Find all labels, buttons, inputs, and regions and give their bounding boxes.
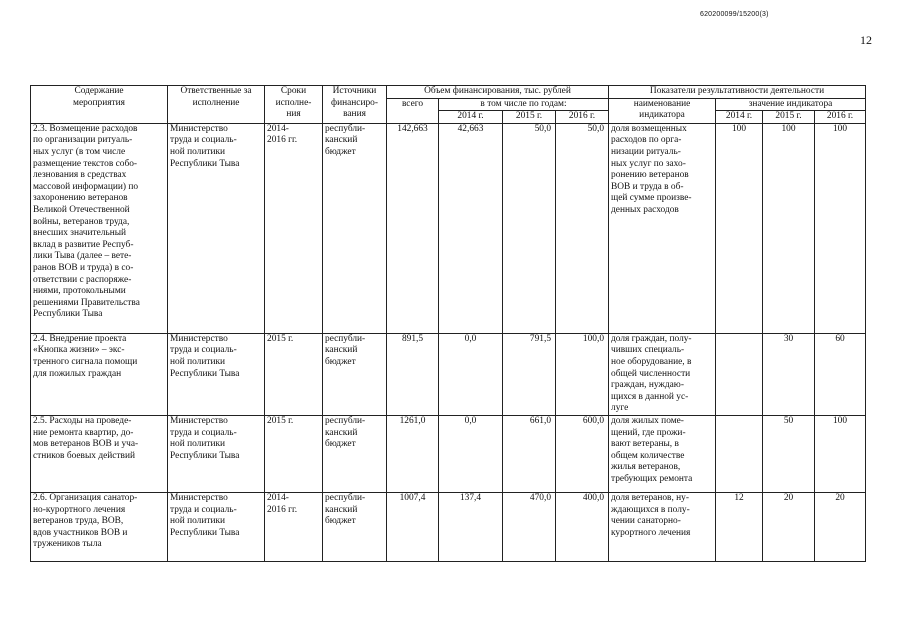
cell-value-2015: 30 bbox=[763, 333, 815, 415]
cell-indicator: доля граждан, полу- чивших специаль- ное оборудование, в общей численности граждан, нуждаю- щихся в данной ус- луге bbox=[609, 333, 716, 415]
header-funding: Объем финансирования, тыс. рублей bbox=[387, 86, 609, 99]
cell-content: 2.3. Возмещение расходов по организации ритуаль- ных услуг (в том числе размещение текстов собо- лезнования в средствах массовой информации) по захоронению ветеранов Великой Отечественной войны, ветеранов труда, внесших значительный вклад в развитие Респуб- лики Тыва (далее – вете- ранов ВОВ и труда) в со- ответствии с распоряже- ниями, протокольными решениями Правительства Республики Тыва bbox=[31, 123, 168, 333]
cell-indicator: доля жилых поме- щений, где прожи- вают ветераны, в общем количестве жилья ветеранов, требующих ремонта bbox=[609, 415, 716, 492]
cell-total: 1007,4 bbox=[387, 492, 439, 561]
cell-value-2014 bbox=[716, 415, 763, 492]
header-terms: Сроки исполне- ния bbox=[265, 86, 323, 124]
table-row bbox=[31, 123, 866, 333]
cell-value-2015: 100 bbox=[763, 123, 815, 333]
program-table bbox=[30, 85, 866, 562]
header-sources: Источники финансиро- вания bbox=[323, 86, 387, 124]
cell-total: 142,663 bbox=[387, 123, 439, 333]
cell-funding-2016: 50,0 bbox=[556, 123, 609, 333]
cell-responsible: Министерство труда и социаль- ной политики Республики Тыва bbox=[168, 492, 265, 561]
cell-terms: 2014- 2016 гг. bbox=[265, 123, 323, 333]
table-row bbox=[31, 492, 866, 561]
header-indicator-year-2016: 2016 г. bbox=[815, 111, 866, 124]
header-row-1 bbox=[31, 86, 866, 99]
cell-funding-2015: 50,0 bbox=[503, 123, 556, 333]
header-year-2016: 2016 г. bbox=[556, 111, 609, 124]
cell-indicator: доля ветеранов, ну- ждающихся в полу- чении санаторно- курортного лечения bbox=[609, 492, 716, 561]
cell-value-2014 bbox=[716, 333, 763, 415]
cell-content: 2.4. Внедрение проекта «Кнопка жизни» – экс- тренного сигнала помощи для пожилых граждан bbox=[31, 333, 168, 415]
cell-sources: республи- канский бюджет bbox=[323, 333, 387, 415]
cell-indicator: доля возмещенных расходов по орга- низации ритуаль- ных услуг по захо- ронению ветеранов ВОВ и труда в об- щей сумме произве- денных расходов bbox=[609, 123, 716, 333]
cell-content: 2.6. Организация санатор- но-курортного лечения ветеранов труда, ВОВ, вдов участников ВОВ и тружеников тыла bbox=[31, 492, 168, 561]
header-indicator-year-2014: 2014 г. bbox=[716, 111, 763, 124]
cell-value-2014: 12 bbox=[716, 492, 763, 561]
cell-content: 2.5. Расходы на проведе- ние ремонта квартир, до- мов ветеранов ВОВ и уча- стников боевых действий bbox=[31, 415, 168, 492]
cell-funding-2015: 791,5 bbox=[503, 333, 556, 415]
cell-value-2015: 50 bbox=[763, 415, 815, 492]
cell-funding-2014: 0,0 bbox=[439, 415, 503, 492]
cell-value-2014: 100 bbox=[716, 123, 763, 333]
cell-total: 891,5 bbox=[387, 333, 439, 415]
cell-value-2016: 60 bbox=[815, 333, 866, 415]
cell-terms: 2015 г. bbox=[265, 333, 323, 415]
header-year-2014: 2014 г. bbox=[439, 111, 503, 124]
cell-value-2016: 100 bbox=[815, 415, 866, 492]
cell-funding-2016: 400,0 bbox=[556, 492, 609, 561]
cell-value-2016: 100 bbox=[815, 123, 866, 333]
header-year-2015: 2015 г. bbox=[503, 111, 556, 124]
header-indicator-year-2015: 2015 г. bbox=[763, 111, 815, 124]
page-number: 12 bbox=[860, 33, 872, 47]
document-code: 620200099/15200(3) bbox=[700, 11, 769, 18]
cell-responsible: Министерство труда и социаль- ной политики Республики Тыва bbox=[168, 415, 265, 492]
cell-value-2016: 20 bbox=[815, 492, 866, 561]
header-total: всего bbox=[387, 98, 439, 123]
cell-funding-2015: 661,0 bbox=[503, 415, 556, 492]
cell-funding-2014: 137,4 bbox=[439, 492, 503, 561]
cell-funding-2014: 42,663 bbox=[439, 123, 503, 333]
cell-sources: республи- канский бюджет bbox=[323, 415, 387, 492]
cell-terms: 2014- 2016 гг. bbox=[265, 492, 323, 561]
cell-funding-2015: 470,0 bbox=[503, 492, 556, 561]
cell-funding-2014: 0,0 bbox=[439, 333, 503, 415]
header-indicators: Показатели результативности деятельности bbox=[609, 86, 866, 99]
header-responsible: Ответственные за исполнение bbox=[168, 86, 265, 124]
header-indicator-value: значение индикатора bbox=[716, 98, 866, 111]
cell-responsible: Министерство труда и социаль- ной политики Республики Тыва bbox=[168, 123, 265, 333]
cell-terms: 2015 г. bbox=[265, 415, 323, 492]
cell-funding-2016: 600,0 bbox=[556, 415, 609, 492]
header-content: Содержание мероприятия bbox=[31, 86, 168, 124]
cell-responsible: Министерство труда и социаль- ной политики Республики Тыва bbox=[168, 333, 265, 415]
cell-funding-2016: 100,0 bbox=[556, 333, 609, 415]
table-row bbox=[31, 415, 866, 492]
table-row bbox=[31, 333, 866, 415]
cell-total: 1261,0 bbox=[387, 415, 439, 492]
cell-sources: республи- канский бюджет bbox=[323, 123, 387, 333]
cell-sources: республи- канский бюджет bbox=[323, 492, 387, 561]
header-indicator-name: наименование индикатора bbox=[609, 98, 716, 123]
header-by-years: в том числе по годам: bbox=[439, 98, 609, 111]
cell-value-2015: 20 bbox=[763, 492, 815, 561]
